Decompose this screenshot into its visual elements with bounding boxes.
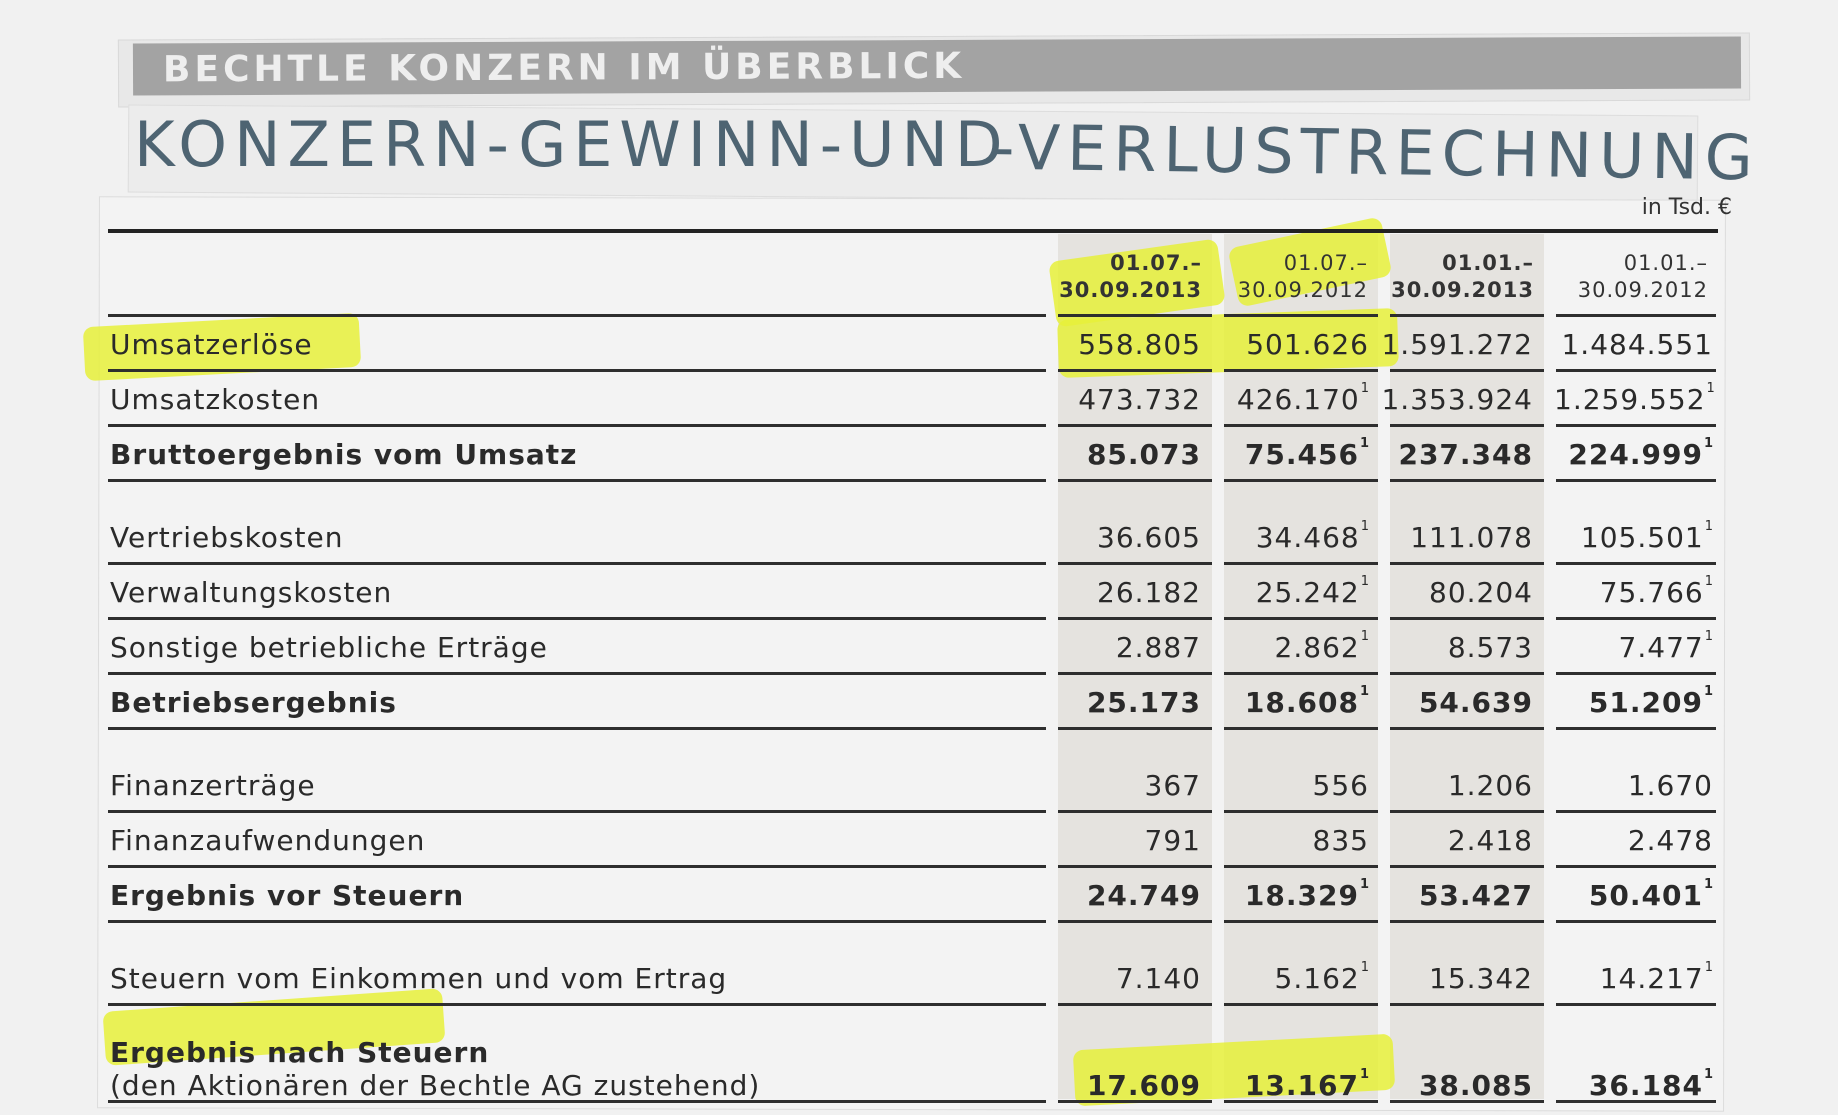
- value-cell: [1554, 824, 1714, 857]
- value-cell: [1210, 438, 1370, 471]
- value-cell: [1554, 686, 1714, 719]
- row-rule: [1224, 1003, 1378, 1006]
- value-cell: [1554, 438, 1714, 471]
- value-text: 791: [1144, 824, 1201, 857]
- value-cell: [1374, 879, 1534, 912]
- value-text: 237.348: [1398, 438, 1533, 471]
- value-cell: [1210, 521, 1370, 554]
- col-header-1: 01.07.– 30.09.2013: [1059, 251, 1202, 302]
- value-cell: [1210, 686, 1370, 719]
- value-text: 24.749: [1086, 879, 1201, 912]
- value-text: 2.887: [1115, 631, 1201, 664]
- headline-right: -VERLUSTRECHNUNG: [991, 110, 1761, 195]
- value-text: 54.639: [1418, 686, 1533, 719]
- value-text: 1.259.552: [1554, 383, 1706, 416]
- value-cell: [1374, 383, 1534, 416]
- value-text: 25.173: [1086, 686, 1201, 719]
- value-cell: [1374, 438, 1534, 471]
- value-text: 105.501: [1580, 521, 1704, 554]
- row-rule: [108, 479, 1046, 482]
- value-text: 13.167: [1244, 1069, 1359, 1102]
- table-top-rule: [108, 229, 1718, 233]
- row-rule: [1556, 314, 1716, 317]
- row-label: Betriebsergebnis: [110, 686, 397, 719]
- row-rule: [1058, 920, 1212, 923]
- row-rule: [1058, 672, 1212, 675]
- value-cell: [1210, 383, 1370, 416]
- row-rule: [1224, 672, 1378, 675]
- value-cell: [1042, 438, 1202, 471]
- row-rule: [1058, 810, 1212, 813]
- value-text: 5.162: [1274, 962, 1360, 995]
- value-text: 1.206: [1447, 769, 1533, 802]
- row-label: Finanzaufwendungen: [110, 824, 426, 857]
- row-rule: [1390, 672, 1544, 675]
- value-cell: [1042, 576, 1202, 609]
- banner-bar: [133, 36, 1741, 95]
- value-text: 8.573: [1447, 631, 1533, 664]
- value-text: 50.401: [1588, 879, 1703, 912]
- value-text: 558.805: [1078, 328, 1201, 361]
- value-cell: [1374, 521, 1534, 554]
- row-rule: [1224, 369, 1378, 372]
- value-text: 473.732: [1078, 383, 1201, 416]
- headline-left: KONZERN-GEWINN-UND: [134, 108, 1010, 181]
- section-title: BECHTLE KONZERN IM ÜBERBLICK: [162, 45, 966, 90]
- value-text: 80.204: [1429, 576, 1533, 609]
- row-rule: [1058, 424, 1212, 427]
- value-cell: [1374, 576, 1534, 609]
- row-rule: [108, 369, 1046, 372]
- footnote-marker: 1: [1359, 436, 1370, 451]
- value-text: 1.670: [1627, 769, 1713, 802]
- row-rule: [1058, 479, 1212, 482]
- value-cell: [1554, 383, 1714, 416]
- row-label: Umsatzerlöse: [110, 328, 313, 361]
- row-rule: [1390, 562, 1544, 565]
- value-text: 426.170: [1236, 383, 1360, 416]
- value-text: 1.591.272: [1381, 328, 1533, 361]
- value-cell: [1554, 1069, 1714, 1102]
- row-label: Steuern vom Einkommen und vom Ertrag: [110, 962, 728, 995]
- row-rule: [1058, 314, 1212, 317]
- value-cell: [1042, 879, 1202, 912]
- row-rule: [108, 617, 1046, 620]
- value-cell: [1042, 962, 1202, 995]
- row-label: Verwaltungskosten: [110, 576, 393, 609]
- value-cell: [1374, 1069, 1534, 1102]
- value-text: 36.184: [1588, 1069, 1703, 1102]
- value-text: 18.608: [1244, 686, 1359, 719]
- row-rule: [1556, 865, 1716, 868]
- row-rule: [1390, 479, 1544, 482]
- value-cell: [1210, 962, 1370, 995]
- row-rule: [1058, 727, 1212, 730]
- value-text: 556: [1312, 769, 1369, 802]
- row-rule: [1224, 479, 1378, 482]
- value-text: 367: [1144, 769, 1201, 802]
- footnote-marker: 1: [1359, 877, 1370, 892]
- value-cell: [1042, 521, 1202, 554]
- value-cell: [1042, 686, 1202, 719]
- col-header-4: 01.01.– 30.09.2012: [1577, 251, 1708, 302]
- row-rule: [1224, 314, 1378, 317]
- row-rule: [1390, 369, 1544, 372]
- footnote-marker: 1: [1704, 960, 1714, 975]
- value-text: 835: [1312, 824, 1369, 857]
- row-rule: [1058, 865, 1212, 868]
- value-cell: [1554, 879, 1714, 912]
- row-label: Ergebnis nach Steuern: [110, 1036, 490, 1069]
- row-label: Vertriebskosten: [110, 521, 344, 554]
- value-cell: [1210, 1069, 1370, 1102]
- value-cell: [1042, 769, 1202, 802]
- row-rule: [1390, 865, 1544, 868]
- value-cell: [1554, 962, 1714, 995]
- row-rule: [1390, 424, 1544, 427]
- value-text: 75.456: [1244, 438, 1359, 471]
- row-rule: [1556, 424, 1716, 427]
- footnote-marker: 1: [1706, 381, 1716, 396]
- row-rule: [1058, 562, 1212, 565]
- value-text: 14.217: [1599, 962, 1704, 995]
- row-rule: [1390, 1003, 1544, 1006]
- footnote-marker: 1: [1360, 381, 1370, 396]
- row-rule: [108, 314, 1046, 317]
- value-text: 501.626: [1246, 328, 1369, 361]
- value-text: 34.468: [1255, 521, 1360, 554]
- row-rule: [1224, 617, 1378, 620]
- value-cell: [1210, 328, 1370, 361]
- value-cell: [1210, 576, 1370, 609]
- row-rule: [1556, 1003, 1716, 1006]
- value-cell: [1374, 631, 1534, 664]
- value-cell: [1374, 686, 1534, 719]
- value-text: 1.484.551: [1561, 328, 1713, 361]
- row-rule: [1556, 369, 1716, 372]
- col-header-2: 01.07.– 30.09.2012: [1237, 251, 1368, 302]
- row-rule: [108, 727, 1046, 730]
- row-rule: [1058, 369, 1212, 372]
- row-rule: [1556, 727, 1716, 730]
- value-cell: [1210, 631, 1370, 664]
- value-cell: [1554, 328, 1714, 361]
- row-rule: [108, 562, 1046, 565]
- value-text: 7.477: [1618, 631, 1704, 664]
- footnote-marker: 1: [1360, 519, 1370, 534]
- value-text: 85.073: [1086, 438, 1201, 471]
- row-rule: [1390, 810, 1544, 813]
- value-text: 25.242: [1255, 576, 1360, 609]
- value-text: 2.478: [1627, 824, 1713, 857]
- value-cell: [1210, 879, 1370, 912]
- value-text: 36.605: [1097, 521, 1201, 554]
- value-text: 2.418: [1447, 824, 1533, 857]
- value-text: 111.078: [1410, 521, 1533, 554]
- value-text: 7.140: [1115, 962, 1201, 995]
- footnote-marker: 1: [1703, 436, 1714, 451]
- unit-label: in Tsd. €: [1641, 195, 1732, 220]
- value-cell: [1042, 383, 1202, 416]
- value-text: 15.342: [1429, 962, 1533, 995]
- value-text: 38.085: [1418, 1069, 1533, 1102]
- row-rule: [1058, 617, 1212, 620]
- row-rule: [1556, 562, 1716, 565]
- row-rule: [1556, 810, 1716, 813]
- row-label: Umsatzkosten: [110, 383, 321, 416]
- value-cell: [1042, 1069, 1202, 1102]
- row-rule: [1390, 314, 1544, 317]
- section-banner: [118, 32, 1750, 107]
- value-text: 2.862: [1274, 631, 1360, 664]
- value-cell: [1374, 769, 1534, 802]
- row-rule: [108, 672, 1046, 675]
- row-label: Finanzerträge: [110, 769, 316, 802]
- row-rule: [1390, 920, 1544, 923]
- row-rule: [108, 1003, 1046, 1006]
- row-rule: [1224, 810, 1378, 813]
- value-text: 224.999: [1568, 438, 1703, 471]
- value-text: 1.353.924: [1381, 383, 1533, 416]
- row-rule: [1556, 617, 1716, 620]
- value-text: 75.766: [1599, 576, 1704, 609]
- footnote-marker: 1: [1703, 877, 1714, 892]
- footnote-marker: 1: [1360, 629, 1370, 644]
- row-rule: [108, 424, 1046, 427]
- footnote-marker: 1: [1703, 1067, 1714, 1082]
- value-cell: [1374, 824, 1534, 857]
- row-rule: [1224, 562, 1378, 565]
- value-cell: [1210, 769, 1370, 802]
- row-rule: [1390, 727, 1544, 730]
- footnote-marker: 1: [1704, 519, 1714, 534]
- footnote-marker: 1: [1704, 629, 1714, 644]
- row-rule: [108, 920, 1046, 923]
- row-rule: [1556, 479, 1716, 482]
- value-cell: [1554, 521, 1714, 554]
- value-text: 53.427: [1418, 879, 1533, 912]
- row-label: Ergebnis vor Steuern: [110, 879, 465, 912]
- row-rule: [1556, 920, 1716, 923]
- value-cell: [1042, 631, 1202, 664]
- value-cell: [1374, 328, 1534, 361]
- value-text: 17.609: [1086, 1069, 1201, 1102]
- row-rule: [1390, 617, 1544, 620]
- footnote-marker: 1: [1359, 1067, 1370, 1082]
- row-rule: [1224, 727, 1378, 730]
- value-text: 51.209: [1588, 686, 1703, 719]
- value-cell: [1554, 769, 1714, 802]
- row-label: Bruttoergebnis vom Umsatz: [110, 438, 578, 471]
- value-cell: [1554, 576, 1714, 609]
- footnote-marker: 1: [1360, 960, 1370, 975]
- row-rule: [1224, 424, 1378, 427]
- row-rule: [1058, 1003, 1212, 1006]
- value-cell: [1554, 631, 1714, 664]
- value-cell: [1210, 824, 1370, 857]
- footnote-marker: 1: [1703, 684, 1714, 699]
- row-sublabel: (den Aktionären der Bechtle AG zustehend): [110, 1069, 761, 1102]
- value-text: 26.182: [1097, 576, 1201, 609]
- value-text: 18.329: [1244, 879, 1359, 912]
- value-cell: [1042, 824, 1202, 857]
- footnote-marker: 1: [1360, 574, 1370, 589]
- row-label: Sonstige betriebliche Erträge: [110, 631, 548, 664]
- row-rule: [108, 810, 1046, 813]
- row-rule: [1224, 865, 1378, 868]
- row-rule: [1224, 920, 1378, 923]
- row-rule: [108, 865, 1046, 868]
- value-cell: [1374, 962, 1534, 995]
- footnote-marker: 1: [1704, 574, 1714, 589]
- value-cell: [1042, 328, 1202, 361]
- row-rule: [1556, 672, 1716, 675]
- col-header-3: 01.01.– 30.09.2013: [1391, 251, 1534, 302]
- footnote-marker: 1: [1359, 684, 1370, 699]
